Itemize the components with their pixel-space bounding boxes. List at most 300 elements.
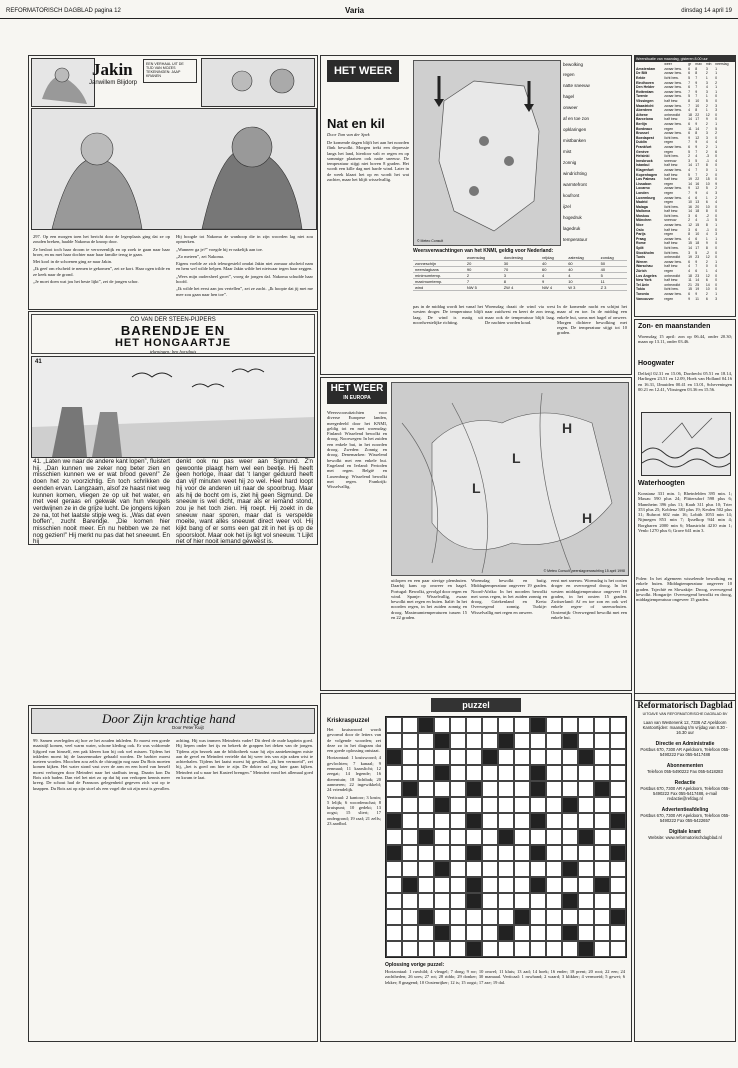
table-cell: 22 [695, 112, 700, 117]
crossword-cell[interactable] [482, 845, 498, 861]
crossword-cell[interactable] [546, 813, 562, 829]
legend-item: onweer [563, 105, 578, 110]
crossword-cell[interactable] [450, 813, 466, 829]
crossword-cell[interactable] [530, 829, 546, 845]
crossword-cell[interactable] [562, 845, 578, 861]
crossword-cell[interactable] [594, 829, 610, 845]
crossword-cell[interactable] [418, 749, 434, 765]
crossword-cell[interactable] [530, 893, 546, 909]
table-cell: 17 [695, 117, 700, 122]
crossword-cell[interactable] [418, 813, 434, 829]
comic-drawing-icon [32, 59, 94, 106]
crossword-cell[interactable] [402, 717, 418, 733]
crossword-cell[interactable] [498, 861, 514, 877]
barendje-subtitle: tekeningen: ben horsthuis [149, 349, 197, 354]
crossword-cell[interactable] [386, 909, 402, 925]
crossword-cell[interactable] [386, 797, 402, 813]
crossword-cell[interactable] [386, 893, 402, 909]
crossword-cell[interactable] [498, 797, 514, 813]
crossword-cell[interactable] [482, 861, 498, 877]
crossword-cell[interactable] [450, 749, 466, 765]
crossword-cell[interactable] [450, 797, 466, 813]
crossword-cell[interactable] [546, 797, 562, 813]
crossword-cell[interactable] [482, 781, 498, 797]
table-cell: 3 [705, 89, 708, 94]
crossword-cell[interactable] [482, 765, 498, 781]
crossword-cell[interactable] [402, 797, 418, 813]
crossword-cell[interactable] [434, 877, 450, 893]
crossword-cell[interactable] [546, 861, 562, 877]
table-cell: Boedapest [636, 135, 654, 140]
crossword-cell[interactable] [546, 845, 562, 861]
crossword-cell[interactable] [450, 781, 466, 797]
crossword-cell[interactable] [482, 925, 498, 941]
table-cell: 15 [688, 287, 692, 292]
jakin-text-col1 [33, 234, 170, 286]
crossword-cell[interactable] [418, 877, 434, 893]
crossword-cell[interactable] [498, 877, 514, 893]
crossword-cell[interactable] [386, 765, 402, 781]
crossword-cell[interactable] [594, 813, 610, 829]
crossword-cell[interactable] [546, 941, 562, 957]
jakin-paragraph: „Wees mijn oudersheel groet”, vroeg de jongen daf. Nakoma schudde haar hoofd. [176, 273, 313, 285]
crossword-cell[interactable] [402, 893, 418, 909]
table-cell: 4 [688, 195, 691, 200]
crossword-cell[interactable] [482, 941, 498, 957]
crossword-cell[interactable] [546, 829, 562, 845]
table-cell: 9 [540, 279, 566, 285]
crossword-cell[interactable] [610, 877, 626, 893]
europe-title-block [327, 382, 387, 404]
table-cell: 0 [715, 255, 718, 260]
table-cell: 1 [705, 94, 708, 99]
table-cell: regen [664, 181, 674, 186]
table-cell: Stockholm [636, 250, 654, 255]
crossword-cell[interactable] [386, 733, 402, 749]
crossword-cell[interactable] [578, 813, 594, 829]
crossword-grid[interactable] [385, 716, 627, 958]
table-cell: 4 [540, 273, 566, 279]
table-cell: 7 [705, 126, 708, 131]
table-cell: 9 [705, 241, 708, 246]
crossword-cell[interactable] [450, 829, 466, 845]
crossword-cell[interactable] [482, 909, 498, 925]
crossword-cell[interactable] [578, 877, 594, 893]
crossword-cell[interactable] [418, 733, 434, 749]
crossword-cell[interactable] [530, 797, 546, 813]
crossword-cell[interactable] [578, 893, 594, 909]
crossword-cell[interactable] [402, 749, 418, 765]
crossword-cell[interactable] [562, 781, 578, 797]
crossword-cell[interactable] [546, 765, 562, 781]
crossword-cell [578, 749, 594, 765]
table-cell: zonneschijn [413, 261, 465, 267]
header-left: REFORMATORISCH DAGBLAD pagina 12 [6, 8, 121, 14]
crossword-cell [434, 925, 450, 941]
crossword-cell[interactable] [578, 797, 594, 813]
table-cell: Luxemburg [636, 195, 656, 200]
crossword-cell[interactable] [450, 733, 466, 749]
crossword-cell[interactable] [466, 765, 482, 781]
barendje-panel-number: 41 [35, 359, 42, 365]
crossword-cell[interactable] [514, 877, 530, 893]
wave-illustration [641, 412, 731, 476]
table-cell: 14 [688, 246, 692, 251]
crossword-cell[interactable] [514, 749, 530, 765]
crossword-cell[interactable] [498, 845, 514, 861]
crossword-cell[interactable] [546, 877, 562, 893]
table-cell: 12 [705, 112, 710, 117]
jakin-panel-3 [31, 108, 317, 230]
table-cell: 3 [715, 296, 718, 301]
table-cell: Nice [636, 223, 644, 228]
table-cell: half bew. [664, 172, 679, 177]
crossword-cell[interactable] [530, 925, 546, 941]
crossword-cell[interactable] [530, 941, 546, 957]
crossword-cell[interactable] [514, 781, 530, 797]
crossword-cell[interactable] [562, 941, 578, 957]
crossword-cell[interactable] [594, 845, 610, 861]
table-cell: Z 3 [599, 285, 627, 291]
crossword-cell [530, 717, 546, 733]
crossword-cell[interactable] [546, 925, 562, 941]
crossword-cell[interactable] [546, 893, 562, 909]
crossword-cell[interactable] [402, 765, 418, 781]
table-cell: licht bew. [664, 213, 679, 218]
jakin-paragraph: 297. Op een morgen toen het bericht door de legerplaats ging dat ze op zouden breken, haalde Nakoma de knoop door. [33, 234, 170, 245]
crossword-cell[interactable] [498, 813, 514, 829]
crossword-cell[interactable] [578, 717, 594, 733]
crossword-cell[interactable] [514, 893, 530, 909]
table-cell: 2 [705, 259, 708, 264]
crossword-cell[interactable] [386, 781, 402, 797]
crossword-cell[interactable] [402, 861, 418, 877]
crossword-cell[interactable] [530, 749, 546, 765]
crossword-cell[interactable] [434, 829, 450, 845]
crossword-cell[interactable] [578, 909, 594, 925]
crossword-cell[interactable] [482, 733, 498, 749]
crossword-cell[interactable] [578, 733, 594, 749]
crossword-cell[interactable] [594, 861, 610, 877]
table-cell: half bew. [664, 241, 679, 246]
crossword-cell[interactable] [386, 861, 402, 877]
table-cell: onbewolkt [664, 112, 681, 117]
table-cell: 0 [705, 264, 708, 269]
table-cell: 0 [715, 264, 718, 269]
crossword-cell[interactable] [450, 861, 466, 877]
crossword-cell[interactable] [434, 941, 450, 957]
crossword-cell[interactable] [546, 909, 562, 925]
table-cell: zwaar bew. [664, 85, 682, 90]
crossword-cell[interactable] [610, 765, 626, 781]
crossword-cell[interactable] [514, 941, 530, 957]
crossword-cell[interactable] [450, 893, 466, 909]
table-cell: 7 [695, 167, 698, 172]
crossword-cell[interactable] [514, 717, 530, 733]
crossword-cell[interactable] [578, 781, 594, 797]
crossword-cell[interactable] [514, 845, 530, 861]
table-cell: 9 [695, 122, 698, 127]
table-cell: NW 4 [540, 285, 566, 291]
crossword-cell[interactable] [482, 797, 498, 813]
europe-title: HET WEER [330, 383, 384, 394]
crossword-cell[interactable] [418, 941, 434, 957]
crossword-cell[interactable] [610, 749, 626, 765]
crossword-cell[interactable] [594, 717, 610, 733]
crossword-cell[interactable] [562, 829, 578, 845]
crossword-cell[interactable] [530, 733, 546, 749]
crossword-cell[interactable] [498, 909, 514, 925]
table-cell: 2 [705, 103, 708, 108]
europe-text-2: Woensdag bewolkt en buiig. Middagtemperatuur ongeveer 19 graden. Noord-Afrika: In het noorden bewolkt met soms regen, in het zuiden zonnig en droog. Griekenland en Kreta: Overwegend zonnig. Turkije: Wisselvallig met regen en onweer. [471, 578, 547, 615]
crossword-cell[interactable] [594, 765, 610, 781]
crossword-cell[interactable] [386, 829, 402, 845]
kracht-feature [28, 705, 318, 1042]
table-cell: 14 [688, 181, 692, 186]
crossword-cell[interactable] [402, 941, 418, 957]
crossword-cell[interactable] [418, 797, 434, 813]
crossword-cell[interactable] [610, 797, 626, 813]
table-header: woensdag [465, 255, 502, 261]
zon-title: Zon- en maanstanden [638, 323, 711, 330]
crossword-cell[interactable] [562, 717, 578, 733]
table-cell: 3 [688, 213, 691, 218]
crossword-cell[interactable] [434, 781, 450, 797]
table-cell: 6 [695, 195, 698, 200]
crossword-cell[interactable] [434, 749, 450, 765]
crossword-cell[interactable] [450, 717, 466, 733]
crossword-cell[interactable] [514, 765, 530, 781]
table-cell: 0 [715, 282, 718, 287]
jakin-paragraph: „Je moet doen wat jou het beste lijkt”, zei de jongen schor. [33, 279, 139, 285]
crossword-cell[interactable] [530, 909, 546, 925]
crossword-cell [434, 733, 450, 749]
crossword-cell[interactable] [418, 861, 434, 877]
legend-item: opklaringen [563, 127, 587, 132]
crossword-cell[interactable] [578, 765, 594, 781]
table-cell: 0 [705, 167, 708, 172]
table-cell: Maastricht [636, 103, 654, 108]
crossword-cell[interactable] [386, 717, 402, 733]
crossword-cell[interactable] [610, 781, 626, 797]
table-cell: 5 [715, 126, 718, 131]
table-cell: 3 [705, 131, 708, 136]
table-cell: 9 [695, 291, 698, 296]
legend-item: zonnig [563, 160, 577, 165]
crossword-cell[interactable] [514, 733, 530, 749]
crossword-cell[interactable] [498, 781, 514, 797]
table-cell: Den Helder [636, 85, 655, 90]
crossword-cell[interactable] [450, 845, 466, 861]
crossword-cell[interactable] [562, 813, 578, 829]
crossword-cell[interactable] [450, 909, 466, 925]
crossword-cell[interactable] [498, 717, 514, 733]
table-header: min [705, 62, 712, 67]
crossword-cell[interactable] [514, 829, 530, 845]
crossword-cell[interactable] [434, 813, 450, 829]
crossword-cell[interactable] [594, 941, 610, 957]
table-cell: 3 [705, 66, 708, 71]
crossword-cell[interactable] [386, 941, 402, 957]
crossword-cell[interactable] [466, 925, 482, 941]
table-cell: zwaar bew. [664, 94, 682, 99]
table-cell: 0 [715, 273, 718, 278]
crossword-cell[interactable] [466, 717, 482, 733]
table-cell: 7 [695, 94, 698, 99]
weather-text: De komende dagen blijft het aan het noorden flink bewolkt. Morgen trekt een depressie langs het land, hierdoor valt er regen en op sommige plaatsen ook natte sneeuw. De temperatuur stijgt niet boven 8 graden. Het wordt een kille dag met harde wind. Later in de week klaart het op en wordt het wat zachter, maar het blijft wisselvallig. [327, 140, 409, 183]
crossword-cell [530, 877, 546, 893]
table-cell: 9 [688, 135, 691, 140]
crossword-cell[interactable] [546, 781, 562, 797]
crossword-cell[interactable] [418, 765, 434, 781]
crossword-cell[interactable] [610, 925, 626, 941]
table-cell: 9 [695, 259, 698, 264]
crossword-cell[interactable] [514, 797, 530, 813]
table-header: weer [664, 62, 672, 67]
crossword-cell[interactable] [450, 925, 466, 941]
crossword-cell[interactable] [514, 861, 530, 877]
table-cell: 10 [688, 200, 692, 205]
jakin-panel-1 [31, 58, 95, 107]
crossword-cell[interactable] [498, 749, 514, 765]
crossword-cell[interactable] [546, 749, 562, 765]
table-cell: 14 [688, 117, 692, 122]
crossword-cell[interactable] [450, 941, 466, 957]
crossword-cell[interactable] [402, 813, 418, 829]
crossword-cell[interactable] [402, 829, 418, 845]
crossword-cell[interactable] [514, 925, 530, 941]
crossword-cell [514, 909, 530, 925]
crossword-cell[interactable] [594, 733, 610, 749]
colophon-title: Reformatorisch Dagblad [637, 700, 733, 710]
crossword-cell[interactable] [386, 877, 402, 893]
crossword-cell[interactable] [594, 909, 610, 925]
colophon [634, 693, 736, 1042]
crossword-cell[interactable] [466, 861, 482, 877]
table-cell: -3 [705, 154, 709, 159]
crossword-cell[interactable] [418, 781, 434, 797]
crossword-cell[interactable] [498, 941, 514, 957]
crossword-cell[interactable] [578, 845, 594, 861]
crossword-cell[interactable] [530, 861, 546, 877]
crossword-cell[interactable] [610, 717, 626, 733]
crossword-cell[interactable] [594, 749, 610, 765]
crossword-cell[interactable] [482, 813, 498, 829]
crossword-cell[interactable] [562, 877, 578, 893]
crossword-cell[interactable] [482, 717, 498, 733]
crossword-cell[interactable] [498, 893, 514, 909]
table-cell: minimumtemp. [413, 273, 465, 279]
table-cell: 2 [688, 154, 691, 159]
europe-map-caption: © Meteo Consult, neerslagverwachting 15 april 1998 [543, 569, 625, 573]
crossword-cell[interactable] [610, 893, 626, 909]
table-cell: half bew. [664, 264, 679, 269]
table-cell: Oslo [636, 227, 644, 232]
legend-item: temperatuur [563, 237, 588, 242]
table-cell: 4 [715, 140, 718, 145]
table-cell: half bew. [664, 209, 679, 214]
table-cell: 6 [688, 131, 691, 136]
crossword-cell[interactable] [466, 733, 482, 749]
weather-map-nl [413, 60, 561, 246]
crossword-cell[interactable] [402, 845, 418, 861]
table-cell: Brussel [636, 131, 649, 136]
crossword-cell [562, 797, 578, 813]
crossword-cell [530, 781, 546, 797]
crossword-cell[interactable] [482, 893, 498, 909]
crossword-cell[interactable] [402, 909, 418, 925]
table-cell: half bew. [664, 117, 679, 122]
legend-item: bewolking [563, 62, 584, 67]
table-cell: licht bew. [664, 204, 679, 209]
table-cell: 17 [695, 246, 700, 251]
crossword-cell[interactable] [482, 877, 498, 893]
crossword-cell[interactable] [434, 909, 450, 925]
crossword-cell[interactable] [610, 861, 626, 877]
crossword-cell[interactable] [418, 925, 434, 941]
crossword-cell[interactable] [578, 861, 594, 877]
crossword-cell[interactable] [514, 813, 530, 829]
digitale-text: Website: www.reformatorischdagblad.nl [648, 835, 722, 840]
table-cell: 0 [715, 287, 718, 292]
legend-item: natte sneeuw [563, 83, 590, 88]
table-cell: 7 [688, 80, 691, 85]
crossword-cell[interactable] [562, 909, 578, 925]
table-cell: 60 [566, 261, 598, 267]
crossword-cell[interactable] [594, 925, 610, 941]
crossword-cell[interactable] [546, 717, 562, 733]
table-cell: Rotterdam [636, 89, 654, 94]
crossword-cell[interactable] [610, 941, 626, 957]
crossword-cell[interactable] [434, 717, 450, 733]
table-cell: 0 [715, 246, 718, 251]
crossword-cell[interactable] [418, 893, 434, 909]
crossword-cell [482, 749, 498, 765]
crossword-cell[interactable] [466, 909, 482, 925]
crossword-cell[interactable] [386, 925, 402, 941]
table-cell: 1 [715, 167, 718, 172]
crossword-cell[interactable] [594, 797, 610, 813]
crossword-cell[interactable] [562, 765, 578, 781]
crossword-cell[interactable] [434, 893, 450, 909]
crossword-cell[interactable] [418, 845, 434, 861]
crossword-cell[interactable] [466, 797, 482, 813]
crossword-cell[interactable] [450, 765, 466, 781]
crossword-cell[interactable] [498, 765, 514, 781]
crossword-cell[interactable] [434, 845, 450, 861]
table-cell: Wenen [636, 259, 648, 264]
table-cell: 9 [688, 296, 691, 301]
crossword-cell[interactable] [578, 925, 594, 941]
table-cell: 9 [715, 181, 718, 186]
legend-item: ijzel [563, 204, 571, 209]
table-cell: 16 [688, 204, 692, 209]
crossword-cell[interactable] [466, 829, 482, 845]
crossword-cell[interactable] [482, 829, 498, 845]
table-cell: 6 [695, 269, 698, 274]
table-cell: 12 [695, 135, 700, 140]
crossword-cell[interactable] [402, 925, 418, 941]
crossword-cell[interactable] [610, 829, 626, 845]
crossword-cell[interactable] [466, 749, 482, 765]
crossword-cell[interactable] [562, 749, 578, 765]
crossword-cell[interactable] [402, 733, 418, 749]
table-cell: 2 [465, 273, 502, 279]
crossword-cell[interactable] [594, 893, 610, 909]
crossword-cell[interactable] [450, 877, 466, 893]
crossword-cell[interactable] [610, 733, 626, 749]
crossword-cell[interactable] [546, 733, 562, 749]
